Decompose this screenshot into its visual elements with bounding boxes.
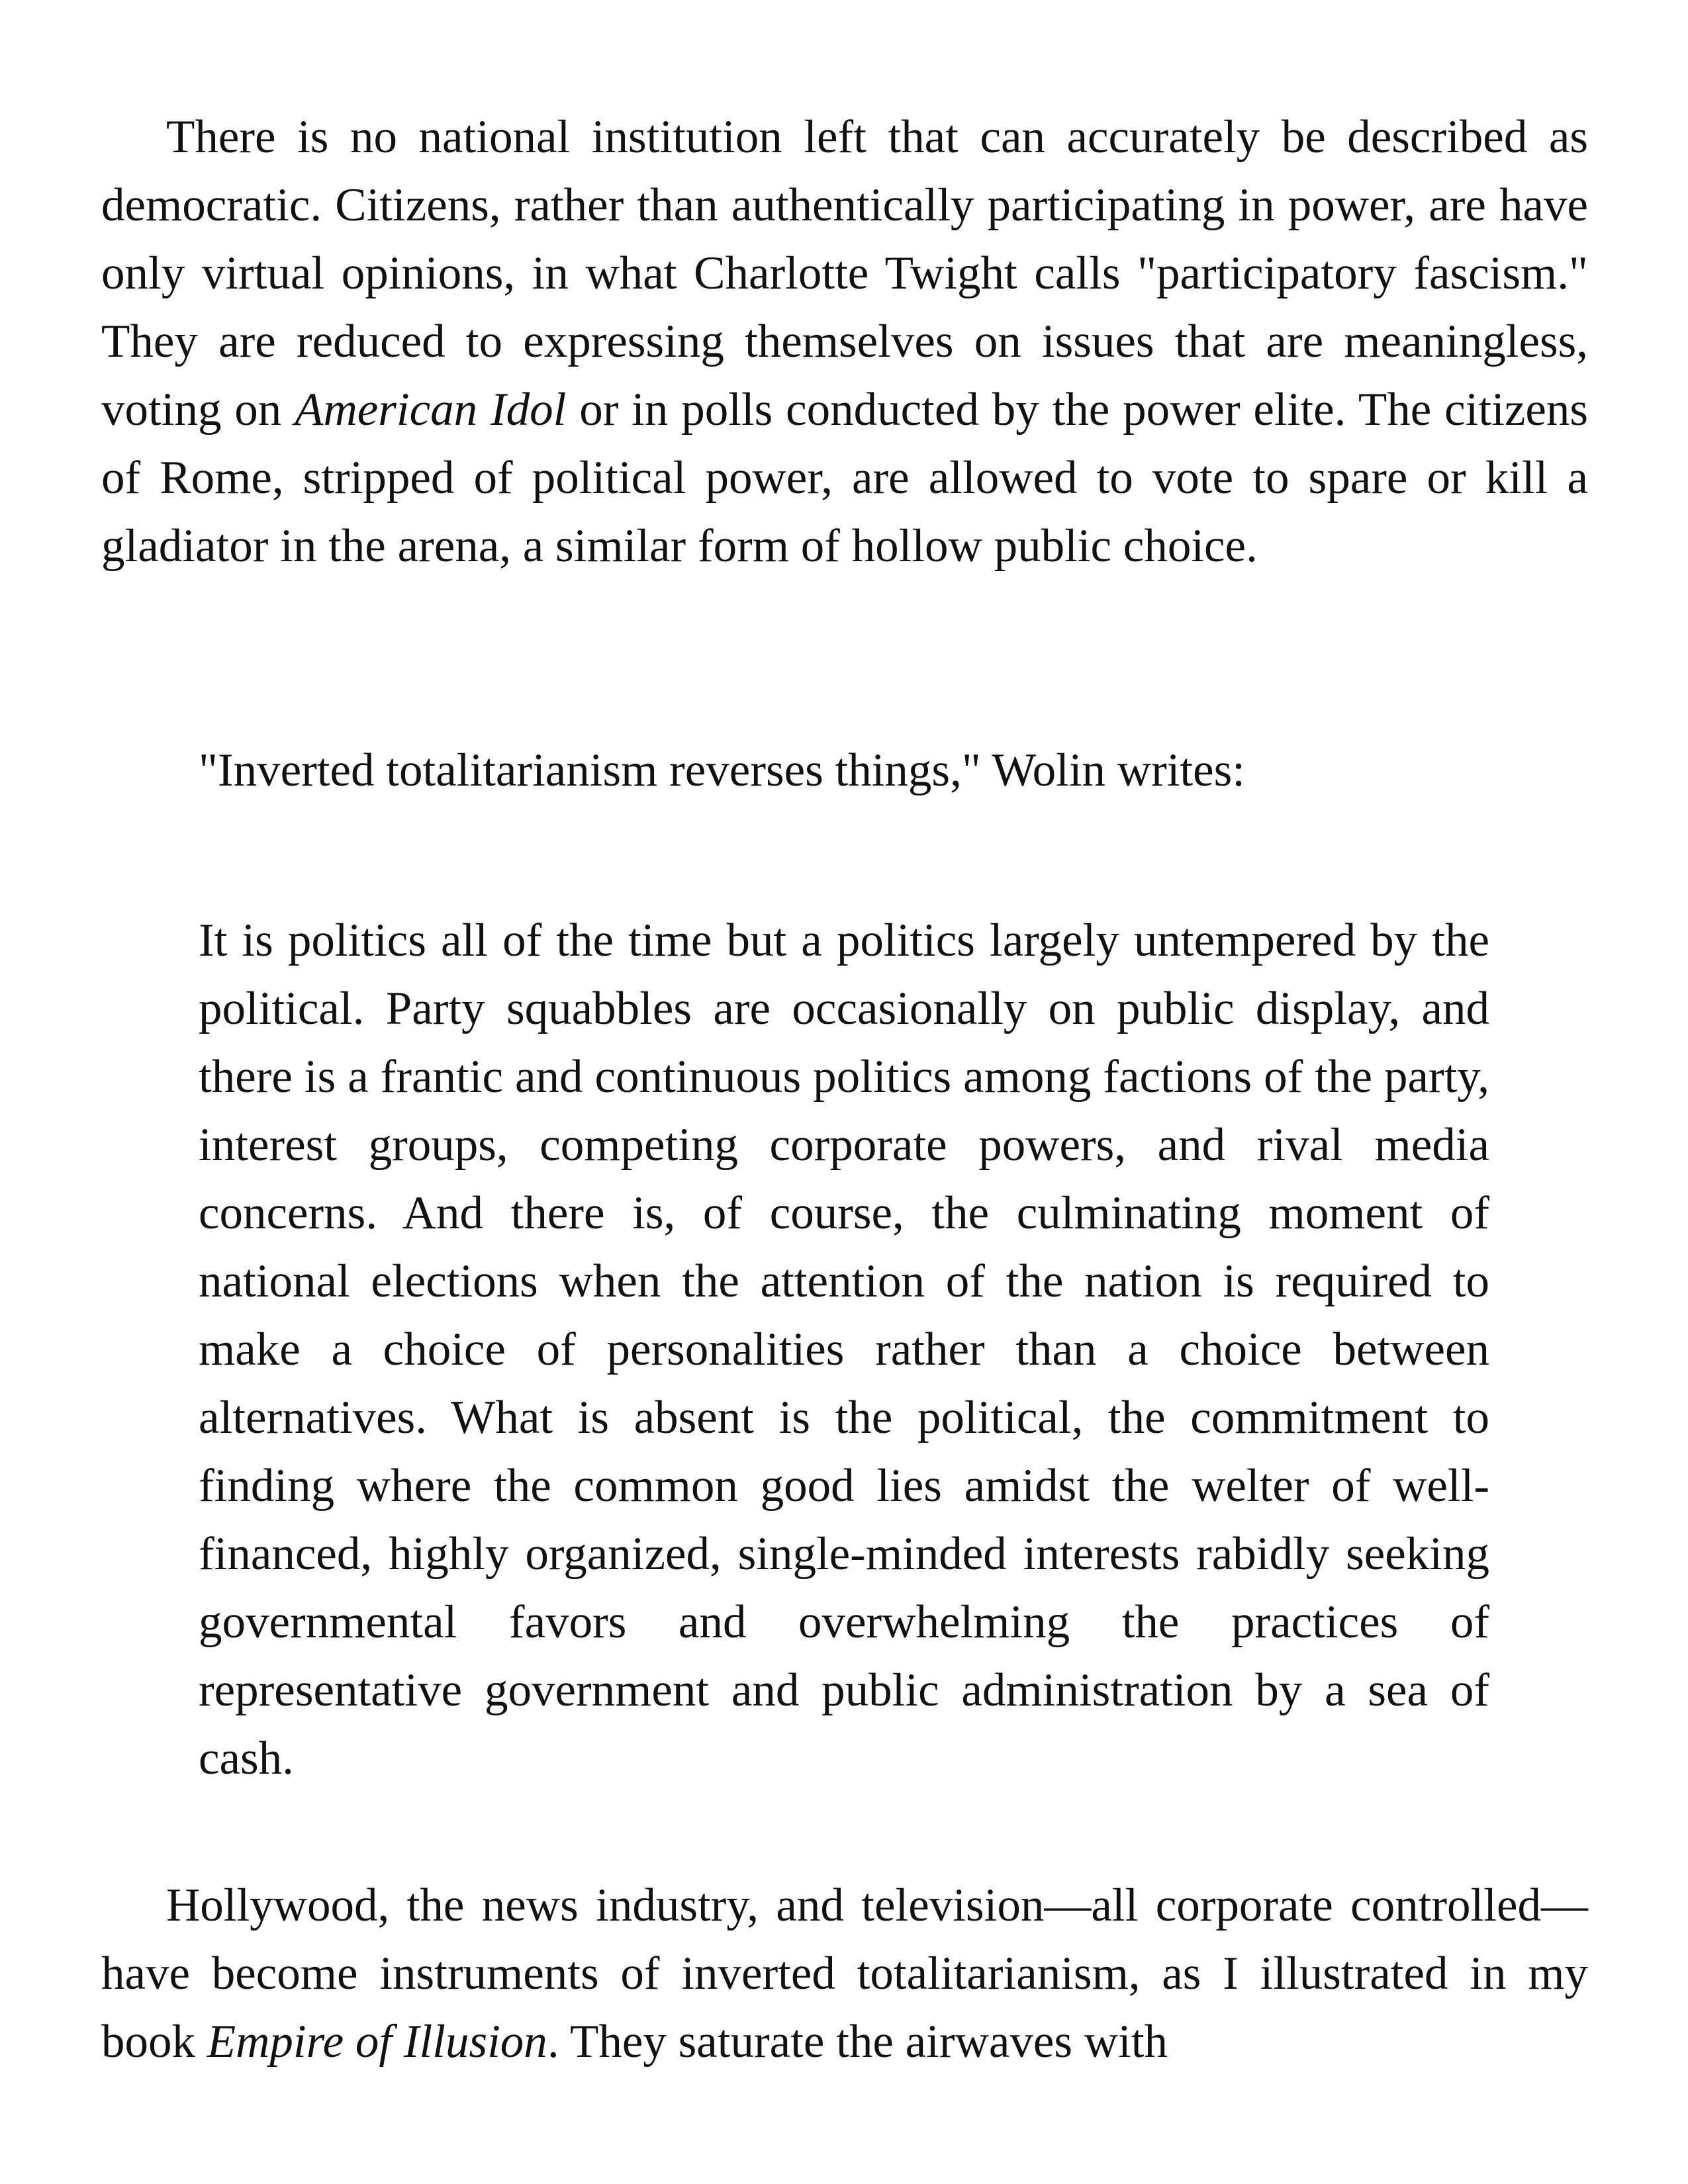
paragraph-4-text-b: . They saturate the airwaves with (547, 2016, 1168, 2068)
block-quote-text: It is politics all of the time but a politics largely untempered by the political. Party squabbles are occasionally on public display, and there is a frantic and continuous politics among factions of the party, interest groups, competing corporate powers, and rival media concerns. And there is, of course, the culminating moment of national elections when the attention of the nation is required to make a choice of personalities rather than a choice between alternatives. What is absent is the political, the commitment to finding where the common good lies amidst the welter of well-financed, highly organized, single-minded interests rabidly seeking governmental favors and overwhelming the practices of representative government and public administration by a sea of cash. (199, 915, 1489, 1784)
paragraph-1-italic-title: American Idol (295, 384, 567, 435)
paragraph-2-text: "Inverted totalitarianism reverses things," Wolin writes: (199, 745, 1246, 796)
paragraph-democratic-institutions (101, 103, 1588, 580)
paragraph-wolin-intro (199, 737, 1489, 805)
paragraph-1-text-b: or in polls conducted by the power elite. The citizens of Rome, stripped of political power, are allowed to vote to spare or kill a gladiator in the arena, a similar form of hollow public choice. (101, 384, 1588, 572)
block-quote-wolin (199, 907, 1489, 1793)
paragraph-4-text-a: Hollywood, the news industry, and television—all corporate controlled—have become instruments of inverted totalitarianism, as I illustrated in my book (101, 1880, 1588, 2068)
paragraph-1-text-a: There is no national institution left that can accurately be described as democratic. Citizens, rather than authentically participating in power, are have only virtual opinions, in what Charlotte Twight calls "participatory fascism." They are reduced to expressing themselves on issues that are meaningless, voting on (101, 111, 1588, 435)
paragraph-hollywood (101, 1872, 1588, 2076)
paragraph-4-italic-title: Empire of Illusion (207, 2016, 547, 2068)
